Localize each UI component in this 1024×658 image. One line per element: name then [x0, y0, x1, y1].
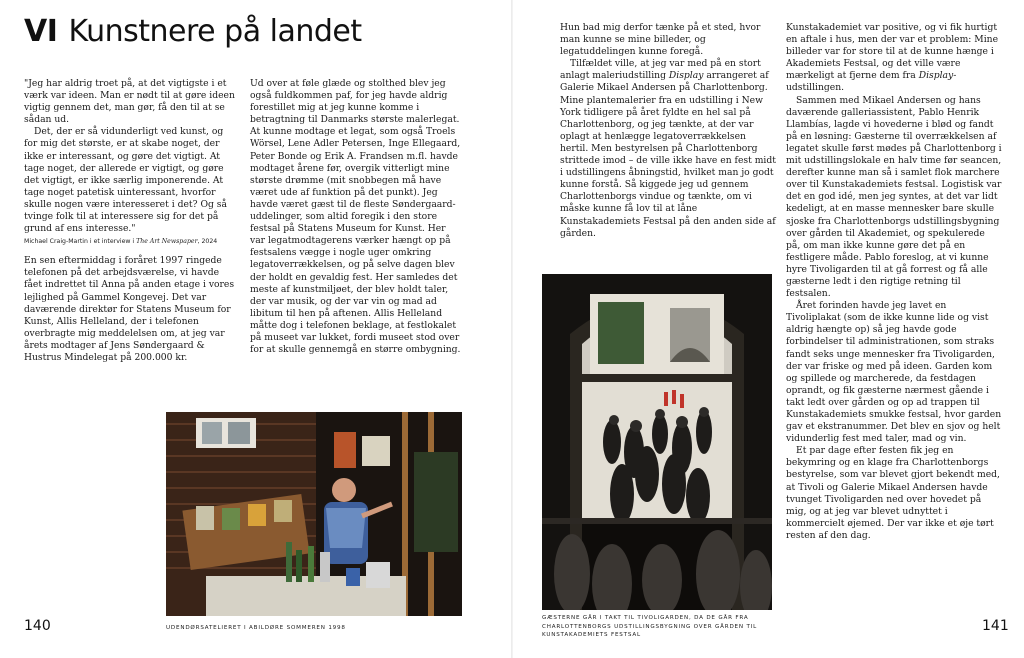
- body-paragraph: Sammen med Mikael Andersen og hans daværende galleriassistent, Pablo Henrik Llambías, lagde vi hovederne i blød og fandt på en løsning: Gæsterne til overrækkelsen af legatet skulle først mødes på Charlottenborg i mit udstillingslokale en halv time før seancen, derefter kunne man så i samlet flok marchere over til Kunstakademiets festsal. Logistisk var det en god idé, men jeg syntes, at det var lidt kedeligt, at en masse mennesker bare skulle sjoske fra Charlottenborgs udstillingsbygning over gården til Akademiet, og spekulerede på, om man ikke kunne gøre det på en festligere måde. Pablo foreslog, at vi kunne hyre Tivoligarden til at gå forrest og få alle gæsterne ledt i den rigtige retning til festsalen.: [786, 94, 1002, 300]
- left-column-1: [24, 78, 236, 364]
- page-number-left: 140: [24, 618, 51, 634]
- procession-photo-illustration: [542, 274, 772, 610]
- body-paragraph: [560, 58, 776, 239]
- quote-source-year: , 2024: [197, 238, 218, 246]
- quote-source-publication: The Art Newspaper: [136, 238, 198, 246]
- inline-text: Tilfældet ville, at jeg var med på en stort anlagt maleriudstilling: [560, 58, 761, 82]
- right-column-2: [786, 22, 1002, 542]
- photo-procession: [542, 274, 772, 610]
- body-paragraph: En sen eftermiddag i foråret 1997 ringede telefonen på det arbejdsværelse, vi havde fået indrettet til Anna på anden etage i vores lejlighed på Gammel Kongevej. Det var daværende direktør for Statens Museum for Kunst, Allis Helleland, der i telefonen overbragte mig meddelelsen om, at jeg var årets modtager af Jens Søndergaard & Hustrus Mindelegat på 200.000 kr.: [24, 255, 235, 363]
- body-paragraph: Hun bad mig derfor tænke på et sted, hvor man kunne se mine billeder, og legatuddelingen kunne foregå.: [560, 22, 761, 58]
- page-number-right: 141: [982, 618, 1009, 634]
- quote-source-author: Michael Craig-Martin i et interview i: [24, 238, 137, 246]
- chapter-title-text: Kunstnere på landet: [68, 14, 362, 49]
- quote-source: [24, 237, 236, 247]
- chapter-number: VI: [24, 14, 58, 49]
- inline-text: Kunstakademiet var positive, og vi fik hurtigt en aftale i hus, men der var et problem: Mine billeder var for store til at de kunne hænge i Akademiets Festsal, og det ville være mærkeligt at fjerne dem fra: [786, 22, 999, 82]
- body-paragraph: [786, 22, 1002, 95]
- photo-outdoor-studio: [166, 412, 462, 616]
- inline-text: arrangeret af Galerie Mikael Andersen på Charlottenborg. Mine plantemalerier fra en udstilling i New York tidligere på året fyldte en hel sal på Charlottenborg, og jeg tænkte, at der var oplagt at henlægge legatoverrækkelsen hertil. Men bestyrelsen på Charlottenborg strittede imod – de ville ikke have en fest midt i udstillingens åbningstid, hvilket man jo godt kunne forstå. Så kiggede jeg ud gennem Charlottenborgs vindue og tænkte, om vi måske kunne få lov til at låne Kunstakademiets Festsal på den anden side af gården.: [560, 70, 776, 239]
- chapter-title: [24, 14, 362, 49]
- inline-text: -udstillingen.: [786, 70, 957, 94]
- left-column-2: [250, 78, 462, 356]
- exhibition-name: Display: [668, 70, 704, 82]
- body-paragraph: Et par dage efter festen fik jeg en bekymring og en klage fra Charlottenborgs bestyrelse, som var blevet gjort bekendt med, at Tivoli og Galerie Mikael Andersen havde tvunget Tivoligarden ned over hovedet på mig, og at jeg var blevet udnyttet i kommercielt øjemed. Der var ikke et øje tørt resten af den dag.: [786, 445, 1000, 541]
- body-paragraph: Året forinden havde jeg lavet en Tivoliplakat (som de ikke kunne lide og vist aldrig hængte op) så jeg havde gode forbindelser til administrationen, som straks fandt seks unge mennesker fra Tivoligarden, der var friske og med på ideen. Garden kom og spillede og marcherede, da festdagen oprandt, og fik gæsterne nærmest gående i takt ledt over gården og op ad trappen til Kunstakademiets smukke festsal, hvor garden gav et ekstranummer. Det blev en sjov og helt vidunderlig fest med taler, mad og vin.: [786, 300, 1002, 445]
- photo-caption-right: GÆSTERNE GÅR I TAKT TIL TIVOLIGARDEN, DA DE GÅR FRA CHARLOTTENBORGS UDSTILLINGSBYGNING OVER GÅRDEN TIL KUNSTAKADEMIETS FESTSAL: [542, 615, 758, 638]
- body-paragraph: Ud over at føle glæde og stolthed blev jeg også fuldkommen paf, for jeg havde aldrig forestillet mig at jeg kunne komme i betragtning til Danmarks største malerlegat. At kunne modtage et legat, som også Troels Wörsel, Lene Adler Petersen, Inge Ellegaard, Peter Bonde og Erik A. Frandsen m.fl. havde modtaget årene før, overgik vitterligt mine største drømme (mit snobbegen må have været ude af funktion på det punkt). Jeg havde været gæst til de fleste Søndergaard-uddelinger, som altid foregik i den store festsal på Statens Museum for Kunst. Her var legatmodtagerens værker hængt op på festsalens vægge i nogle uger omkring legatoverrækkelsen, og på selve dagen blev der holdt en gevaldig fest. Her samledes det meste af kunstmiljøet, der blev holdt taler, der var musik, og der var vin og mad ad libitum til hen på aftenen. Allis Helleland måtte dog i telefonen beklage, at festlokalet på museet var lukket, fordi museet stod over for at skulle gennemgå en større ombygning.: [250, 78, 461, 356]
- photo-caption-left: UDENDØRSATELIERET I ABILDØRE SOMMEREN 1998: [166, 625, 346, 631]
- right-column-1: [560, 22, 776, 240]
- exhibition-name: Display: [918, 70, 954, 82]
- epigraph-quote-continued: Det, der er så vidunderligt ved kunst, og for mig det største, er at skabe noget, der ikke er interessant, og gøre det vigtigt. At tage noget, der allerede er vigtigt, og gøre det vigtigt, er ikke særlig imponerende. At tage noget patetisk uinteressant, hvorfor skulle nogen være interesseret i det? Og så tvinge folk til at interessere sig for det på grund af ens interesse.": [24, 126, 227, 235]
- painter-photo-illustration: [166, 412, 462, 616]
- epigraph-quote: "Jeg har aldrig troet på, at det vigtigste i et værk var ideen. Man er nødt til at gøre ideen vigtig gennem det, man gør, få den til at se sådan ud.: [24, 78, 235, 126]
- right-page: [512, 0, 1024, 658]
